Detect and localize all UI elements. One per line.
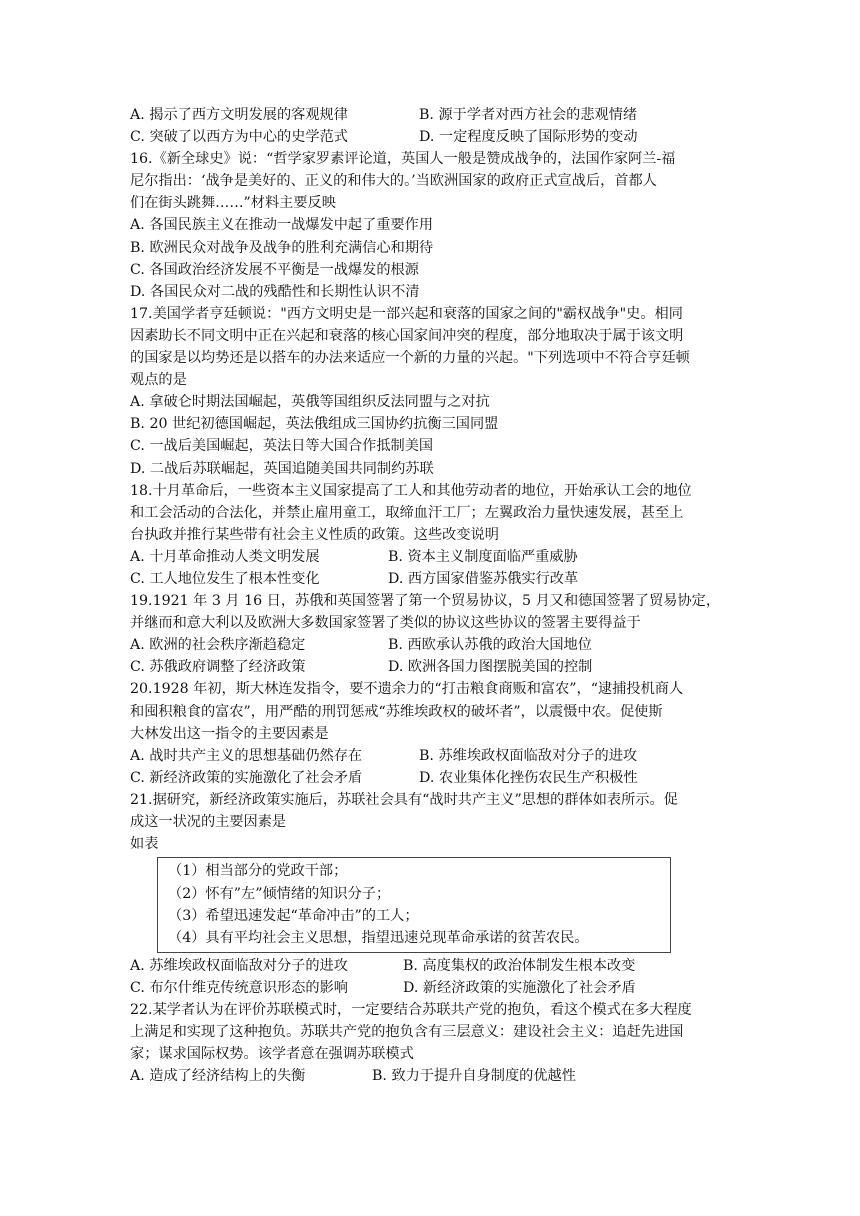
option-row [130, 656, 762, 678]
question-21-stem: 成这一状况的主要因素是 [130, 814, 287, 830]
option-b: B. 欧洲民众对战争及战争的胜利充满信心和期待 [130, 239, 434, 256]
option-d: D. 农业集体化挫伤农民生产积极性 [419, 769, 638, 786]
option-b: B. 20 世纪初德国崛起，英法俄组成三国协约抗衡三国同盟 [130, 416, 499, 433]
option-a: A. 各国民族主义在推动一战爆发中起了重要作用 [130, 217, 434, 234]
question-17-stem: 的国家是以均势还是以搭车的办法来适应一个新的力量的兴起。"下列选项中不符合亨廷顿 [130, 350, 690, 367]
option-a: A. 苏维埃政权面临敌对分子的进攻 [130, 957, 348, 974]
option-row [130, 767, 762, 789]
option-row [130, 977, 762, 999]
exam-page [130, 104, 762, 1087]
option-a: A. 战时共产主义的思想基础仍然存在 [130, 747, 363, 764]
question-21-stem: 21.据研究，新经济政策实施后，苏联社会具有“战时共产主义”思想的群体如表所示。促 [130, 791, 678, 808]
question-21-stem: 如表 [130, 836, 159, 853]
question-17-stem: 因素助长不同文明中正在兴起和衰落的核心国家间冲突的程度，部分地取决于属于该文明 [130, 327, 684, 344]
option-row [130, 1065, 762, 1087]
question-18-stem: 18.十月革命后，一些资本主义国家提高了工人和其他劳动者的地位，开始承认工会的地位 [130, 482, 692, 499]
option-a: A. 揭示了西方文明发展的客观规律 [130, 107, 348, 123]
option-row [130, 955, 762, 977]
option-c: C. 一战后美国崛起，英法日等大国合作抵制美国 [130, 438, 434, 455]
info-table [157, 857, 671, 953]
table-row: （3）希望迅速发起“革命冲击”的工人； [168, 907, 419, 924]
option-a: A. 十月革命推动人类文明发展 [130, 548, 320, 565]
option-c: C. 工人地位发生了根本性变化 [130, 570, 320, 587]
question-19-stem: 并继而和意大利以及欧洲大多数国家签署了类似的协议这些协议的签署主要得益于 [130, 615, 641, 632]
question-17-stem: 观点的是 [130, 372, 187, 389]
table-row: （2）怀有”左”倾情绪的知识分子； [168, 885, 391, 902]
option-c: C. 布尔什维克传统意识形态的影响 [130, 979, 348, 996]
question-16-stem: 们在街头跳舞……”材料主要反映 [130, 195, 336, 212]
option-d: D. 新经济政策的实施激化了社会矛盾 [403, 979, 636, 996]
option-row [130, 546, 762, 568]
table-row: （1）相当部分的党政干部； [168, 863, 348, 880]
option-d: D. 西方国家借鉴苏俄实行改革 [388, 570, 579, 587]
option-c: C. 新经济政策的实施激化了社会矛盾 [130, 769, 363, 786]
option-d: D. 一定程度反映了国际形势的变动 [419, 129, 638, 146]
option-row [130, 126, 762, 148]
option-c: C. 各国政治经济发展不平衡是一战爆发的根源 [130, 261, 419, 278]
option-row [130, 745, 762, 767]
question-20-stem: 大林发出这一指令的主要因素是 [130, 725, 329, 742]
question-16-stem: 16.《新全球史》说：“哲学家罗素评论道，英国人一般是赞成战争的，法国作家阿兰-福 [130, 151, 676, 168]
question-17-stem: 17.美国学者亨廷顿说："西方文明史是一部兴起和衰落的国家之间的"霸权战争"史。相同 [130, 305, 683, 322]
option-d: D. 二战后苏联崛起，英国追随美国共同制约苏联 [130, 460, 434, 477]
option-b: B. 西欧承认苏俄的政治大国地位 [388, 637, 592, 654]
question-20-stem: 20.1928 年初，斯大林连发指令，要不遗余力的“打击粮食商贩和富农”，“逮捕投机商人 [130, 681, 684, 698]
option-b: B. 源于学者对西方社会的悲观情绪 [419, 107, 638, 123]
option-row [130, 104, 762, 126]
option-d: D. 欧洲各国力图摆脱美国的控制 [388, 659, 593, 676]
question-20-stem: 和囤积粮食的富农”，用严酷的刑罚惩戒“苏维埃政权的破坏者”，以震慑中农。促使斯 [130, 703, 663, 720]
question-18-stem: 和工会活动的合法化，并禁止雇用童工，取缔血汗工厂；左翼政治力量快速发展，甚至上 [130, 504, 684, 521]
question-18-stem: 台执政并推行某些带有社会主义性质的政策。这些改变说明 [130, 526, 499, 543]
option-b: B. 高度集权的政治体制发生根本改变 [403, 957, 636, 974]
option-d: D. 各国民众对二战的残酷性和长期性认识不清 [130, 283, 420, 300]
option-c: C. 突破了以西方为中心的史学范式 [130, 129, 348, 146]
option-row [130, 568, 762, 590]
option-a: A. 拿破仑时期法国崛起，英俄等国组织反法同盟与之对抗 [130, 394, 490, 411]
question-22-stem: 家；谋求国际权势。该学者意在强调苏联模式 [130, 1046, 414, 1063]
question-16-stem: 尼尔指出：‘战争是美好的、正义的和伟大的。’当欧洲国家的政府正式宣战后，首都人 [130, 173, 657, 190]
question-22-stem: 22.某学者认为在评价苏联模式时，一定要结合苏联共产党的抱负，看这个模式在多大程度 [130, 1001, 692, 1018]
option-b: B. 苏维埃政权面临敌对分子的进攻 [419, 747, 638, 764]
option-a: A. 欧洲的社会秩序渐趋稳定 [130, 637, 306, 654]
question-19-stem: 19.1921 年 3 月 16 日，苏俄和英国签署了第一个贸易协议，5 月又和德国签署了贸易协定， [130, 593, 721, 610]
option-row [130, 634, 762, 656]
option-b: B. 致力于提升自身制度的优越性 [372, 1068, 576, 1085]
table-row: （4）具有平均社会主义思想，指望迅速兑现革命承诺的贫苦农民。 [168, 930, 589, 947]
option-b: B. 资本主义制度面临严重威胁 [388, 548, 578, 565]
question-22-stem: 上满足和实现了这种抱负。苏联共产党的抱负含有三层意义：建设社会主义：追赶先进国 [130, 1024, 684, 1041]
option-c: C. 苏俄政府调整了经济政策 [130, 659, 306, 676]
option-a: A. 造成了经济结构上的失衡 [130, 1068, 306, 1085]
